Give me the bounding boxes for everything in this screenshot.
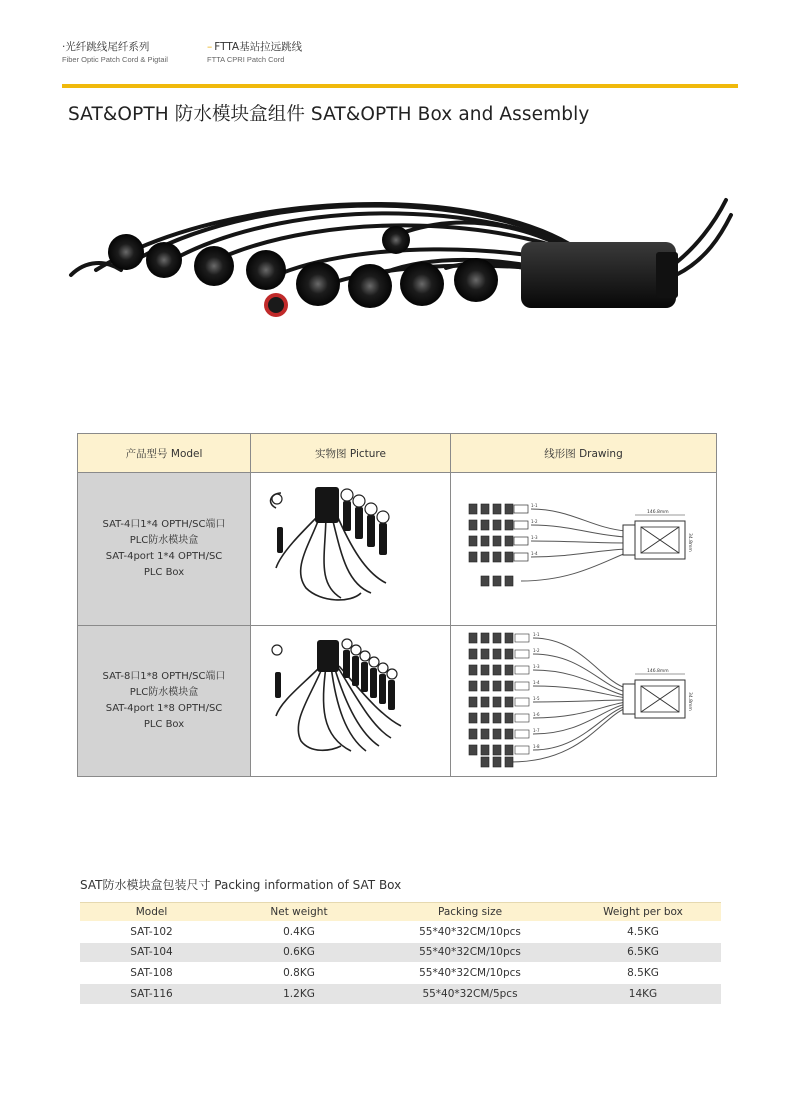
line-drawing-8port	[451, 626, 715, 772]
connector-glyph	[493, 697, 501, 707]
connector-glyph	[493, 633, 501, 643]
table-row	[80, 922, 721, 943]
port-label: 1-4	[533, 680, 540, 685]
header-nav	[62, 40, 742, 70]
nav-item-patch-cord[interactable]: ·光纤跳线尾纤系列 Fiber Optic Patch Cord & Pigtail	[62, 41, 168, 64]
port-label: 1-6	[533, 712, 540, 717]
connector-glyph	[493, 649, 501, 659]
spec-header-picture: 实物图 Picture	[251, 434, 451, 473]
model-line: SAT-4口1*4 OPTH/SC端口	[102, 519, 226, 530]
connector-glyph	[481, 745, 489, 755]
cell-packing-size: 55*40*32CM/10pcs	[375, 942, 565, 963]
model-line: PLC防水模块盒	[129, 535, 199, 546]
connector-glyph	[469, 681, 477, 691]
spec-row	[78, 626, 717, 777]
connector-glyph	[481, 665, 489, 675]
label-tag	[515, 714, 529, 722]
nav-item-patch-cord-en: Fiber Optic Patch Cord & Pigtail	[62, 55, 168, 64]
connector-glyph	[481, 729, 489, 739]
port-label: 1-3	[533, 664, 540, 669]
spec-row	[78, 473, 717, 626]
cell-packing-size: 55*40*32CM/10pcs	[375, 922, 565, 943]
label-tag	[515, 682, 529, 690]
packing-header-packing-size: Packing size	[375, 903, 565, 922]
connector-glyph	[505, 757, 513, 767]
cell-net-weight: 1.2KG	[223, 983, 375, 1004]
header-divider	[62, 84, 738, 88]
spec-picture-cell	[251, 626, 451, 777]
port-label: 1-4	[531, 551, 538, 556]
model-line: SAT-4port 1*8 OPTH/SC	[105, 703, 223, 714]
nav-item-patch-cord-zh: 光纤跳线尾纤系列	[65, 41, 150, 53]
model-line: PLC Box	[143, 567, 185, 578]
port-label: 1-2	[531, 519, 538, 524]
connector-glyph	[481, 757, 489, 767]
product-photo-8port	[251, 626, 449, 772]
connector-glyph	[493, 681, 501, 691]
cell-weight-per-box: 14KG	[565, 983, 721, 1004]
cell-net-weight: 0.4KG	[223, 922, 375, 943]
connector-glyph	[469, 665, 477, 675]
model-line: PLC防水模块盒	[129, 687, 199, 698]
label-tag	[515, 730, 529, 738]
cell-model: SAT-116	[80, 983, 223, 1004]
model-line: SAT-4port 1*4 OPTH/SC	[105, 551, 223, 562]
connector-glyph	[481, 649, 489, 659]
connector-glyph	[505, 649, 513, 659]
packing-header-model: Model	[80, 903, 223, 922]
connector-glyph	[505, 729, 513, 739]
spec-drawing-cell	[451, 626, 717, 777]
connector-glyph	[493, 729, 501, 739]
connector-glyph	[493, 713, 501, 723]
port-label: 1-5	[533, 696, 540, 701]
packing-header-net-weight: Net weight	[223, 903, 375, 922]
connector-glyph	[493, 745, 501, 755]
dim-height: 34.8mm	[687, 692, 692, 711]
cell-packing-size: 55*40*32CM/10pcs	[375, 963, 565, 984]
spec-header-drawing: 线形图 Drawing	[451, 434, 717, 473]
nav-item-ftta[interactable]: – FTTA基站拉远跳线 FTTA CPRI Patch Cord	[207, 41, 303, 64]
table-row	[80, 942, 721, 963]
packing-table	[80, 902, 721, 1004]
page-title: SAT&OPTH 防水模块盒组件 SAT&OPTH Box and Assembly	[68, 104, 590, 125]
connector-glyph	[481, 713, 489, 723]
connector-glyph	[481, 697, 489, 707]
cell-net-weight: 0.6KG	[223, 942, 375, 963]
dim-height: 34.8mm	[687, 533, 692, 552]
port-label: 1-8	[533, 744, 540, 749]
connector-glyph	[481, 681, 489, 691]
dim-length: 146.8mm	[647, 669, 669, 674]
label-tag	[515, 698, 529, 706]
spec-model-cell	[78, 473, 251, 626]
port-label: 1-1	[533, 632, 540, 637]
cell-weight-per-box: 8.5KG	[565, 963, 721, 984]
connector-glyph	[505, 713, 513, 723]
connector-glyph	[469, 745, 477, 755]
connector-glyph	[469, 633, 477, 643]
spec-header-model: 产品型号 Model	[78, 434, 251, 473]
line-drawing-4port	[451, 473, 715, 621]
model-line: SAT-8口1*8 OPTH/SC端口	[102, 671, 226, 682]
dim-length: 146.8mm	[647, 510, 669, 515]
connector-glyph	[469, 697, 477, 707]
spec-drawing-cell	[451, 473, 717, 626]
connector-glyph	[493, 665, 501, 675]
cell-weight-per-box: 6.5KG	[565, 942, 721, 963]
port-label: 1-3	[531, 535, 538, 540]
table-row	[80, 963, 721, 984]
spec-model-cell	[78, 626, 251, 777]
cell-model: SAT-104	[80, 942, 223, 963]
hero-product-photo	[66, 180, 734, 350]
connector-glyph	[505, 633, 513, 643]
spec-table	[77, 433, 717, 777]
connector-glyph	[493, 757, 501, 767]
spec-picture-cell	[251, 473, 451, 626]
label-tag	[515, 746, 529, 754]
connector-glyph	[505, 697, 513, 707]
nav-item-ftta-en: FTTA CPRI Patch Cord	[207, 55, 285, 64]
connector-glyph	[469, 729, 477, 739]
label-tag	[515, 666, 529, 674]
cell-net-weight: 0.8KG	[223, 963, 375, 984]
cell-packing-size: 55*40*32CM/5pcs	[375, 983, 565, 1004]
connector-glyph	[469, 713, 477, 723]
port-label: 1-2	[533, 648, 540, 653]
product-photo-4port	[251, 473, 449, 621]
label-tag	[515, 634, 529, 642]
table-row	[80, 983, 721, 1004]
connector-glyph	[505, 745, 513, 755]
connector-glyph	[505, 665, 513, 675]
connector-glyph	[469, 649, 477, 659]
model-line: PLC Box	[143, 719, 185, 730]
cell-model: SAT-102	[80, 922, 223, 943]
cell-weight-per-box: 4.5KG	[565, 922, 721, 943]
connector-glyph	[481, 633, 489, 643]
port-label: 1-7	[533, 728, 540, 733]
nav-item-ftta-zh: FTTA基站拉远跳线	[214, 41, 303, 53]
port-label: 1-1	[531, 503, 538, 508]
packing-title: SAT防水模块盒包装尺寸 Packing information of SAT Box	[80, 878, 402, 892]
label-tag	[515, 650, 529, 658]
cell-model: SAT-108	[80, 963, 223, 984]
connector-glyph	[505, 681, 513, 691]
packing-header-weight-per-box: Weight per box	[565, 903, 721, 922]
